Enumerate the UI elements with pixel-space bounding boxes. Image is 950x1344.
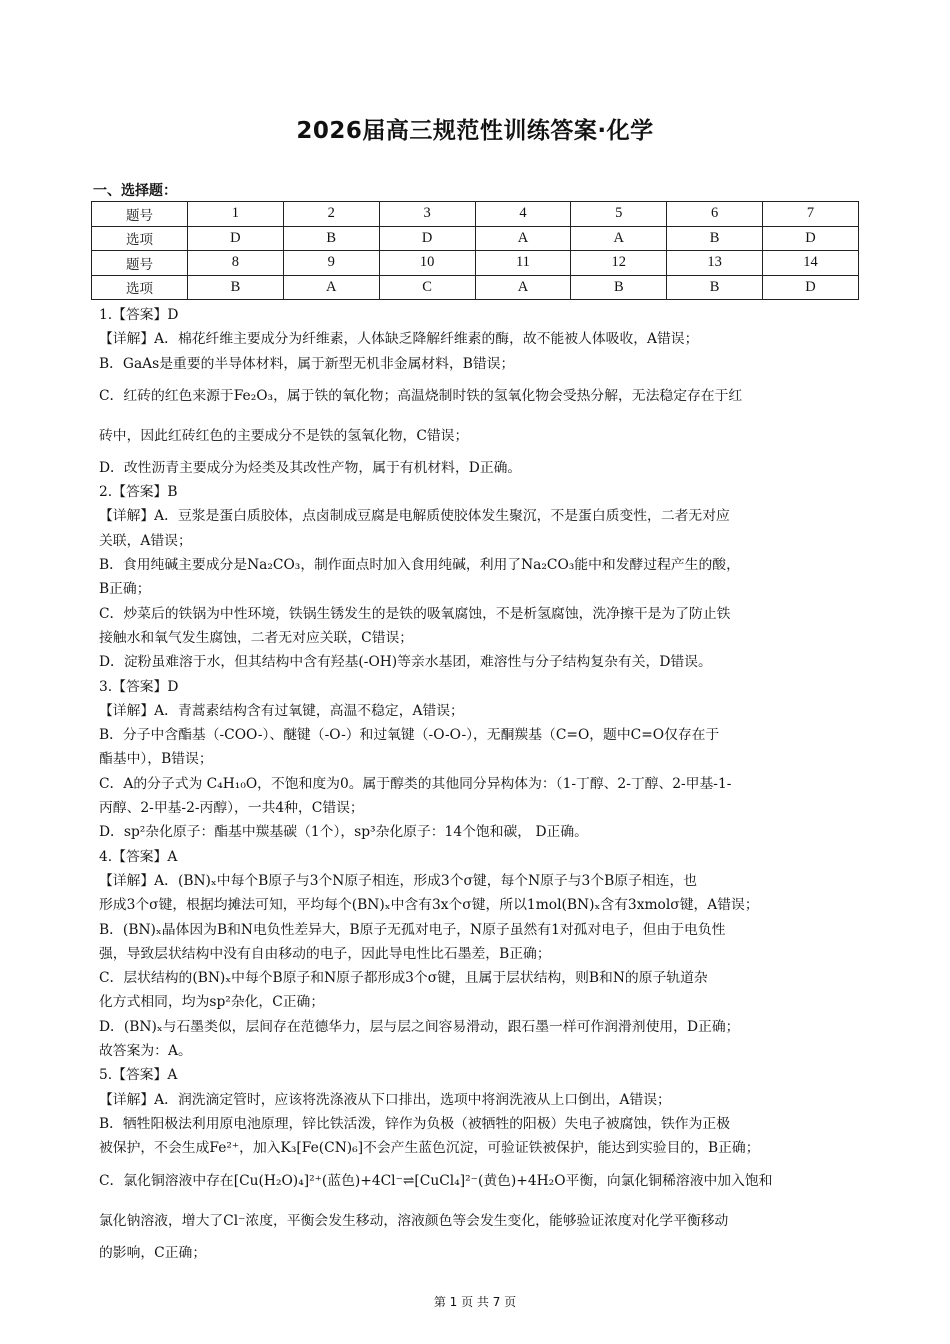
table-cell: D: [379, 226, 475, 251]
table-row: [92, 226, 859, 251]
text-line: B．分子中含酯基（-COO-）、醚键（-O-）和过氧键（-O-O-），无酮羰基（C=O，题中C=O仅存在于: [99, 727, 720, 744]
table-cell: B: [571, 275, 667, 300]
text-line: 【详解】A．(BN)ₓ中每个B原子与3个N原子相连，形成3个σ键，每个N原子与3个B原子相连，也: [99, 872, 698, 889]
table-row: [92, 251, 859, 276]
table-cell: 9: [283, 251, 379, 276]
table-cell: 4: [475, 202, 571, 227]
text-line: 【详解】A．润洗滴定管时，应该将洗涤液从下口排出，选项中将润洗液从上口倒出，A错误；: [99, 1091, 671, 1108]
text-line: C．红砖的红色来源于Fe₂O₃，属于铁的氧化物；高温烧制时铁的氢氧化物会受热分解，无法稳定存在于红: [99, 387, 743, 404]
text-line: 故答案为：A。: [99, 1043, 192, 1060]
table-cell: 2: [283, 202, 379, 227]
table-cell: A: [283, 275, 379, 300]
text-line: 4.【答案】A: [99, 848, 178, 865]
table-cell: B: [667, 226, 763, 251]
text-line: 丙醇、2-甲基-2-丙醇），一共4种，C错误；: [99, 800, 364, 817]
row-label: 选项: [92, 275, 188, 300]
text-line: 砖中，因此红砖红色的主要成分不是铁的氢氧化物，C错误；: [99, 427, 469, 444]
text-line: 3.【答案】D: [99, 678, 179, 695]
table-cell: 10: [379, 251, 475, 276]
table-cell: 13: [667, 251, 763, 276]
table-cell: 12: [571, 251, 667, 276]
table-cell: 14: [763, 251, 859, 276]
table-cell: C: [379, 275, 475, 300]
text-line: D．(BN)ₓ与石墨类似，层间存在范德华力，层与层之间容易滑动，跟石墨一样可作润滑剂使用，D正确；: [99, 1018, 740, 1035]
table-cell: B: [188, 275, 284, 300]
table-cell: 7: [763, 202, 859, 227]
text-line: B．GaAs是重要的半导体材料，属于新型无机非金属材料，B错误；: [99, 355, 515, 372]
table-cell: 8: [188, 251, 284, 276]
table-cell: 3: [379, 202, 475, 227]
text-line: 强，导致层状结构中没有自由移动的电子，因此导电性比石墨差，B正确；: [99, 945, 551, 962]
section-heading: 一、选择题：: [93, 183, 177, 199]
table-row: [92, 202, 859, 227]
text-line: B．牺牲阳极法利用原电池原理，锌比铁活泼，锌作为负极（被牺牲的阳极）失电子被腐蚀，铁作为正极: [99, 1115, 730, 1132]
table-cell: A: [571, 226, 667, 251]
row-label: 选项: [92, 226, 188, 251]
text-line: 【详解】A．青蒿素结构含有过氧键，高温不稳定，A错误；: [99, 702, 464, 719]
text-line: B．(BN)ₓ晶体因为B和N电负性差异大，B原子无孤对电子，N原子虽然有1对孤对电子，但由于电负性: [99, 921, 726, 938]
text-line: 1.【答案】D: [99, 307, 179, 323]
text-line: 接触水和氧气发生腐蚀，二者无对应关联，C错误；: [99, 629, 414, 646]
table-row: [92, 275, 859, 300]
text-line: C．A的分子式为 C₄H₁₀O，不饱和度为0。属于醇类的其他同分异构体为：（1-丁醇、2-丁醇、2-甲基-1-: [99, 775, 732, 792]
table-cell: A: [475, 226, 571, 251]
table-cell: 5: [571, 202, 667, 227]
answer-table: [91, 201, 859, 300]
text-line: 形成3个σ键，根据均摊法可知，平均每个(BN)ₓ中含有3x个σ键，所以1mol(BN)ₓ含有3xmolσ键，A错误；: [99, 897, 759, 914]
text-line: 关联，A错误；: [99, 532, 192, 549]
page-footer: 第 1 页 共 7 页: [433, 1295, 517, 1309]
table-cell: D: [763, 275, 859, 300]
text-line: D．sp²杂化原子：酯基中羰基碳（1个），sp³杂化原子：14个饱和碳， D正确。: [99, 824, 588, 841]
text-line: 2.【答案】B: [99, 484, 178, 501]
text-line: C．炒菜后的铁锅为中性环境，铁锅生锈发生的是铁的吸氧腐蚀，不是析氢腐蚀，洗净擦干是为了防止铁: [99, 605, 731, 622]
text-line: B．食用纯碱主要成分是Na₂CO₃，制作面点时加入食用纯碱，利用了Na₂CO₃能中和发酵过程产生的酸，: [99, 557, 740, 574]
table-cell: D: [763, 226, 859, 251]
text-line: D．淀粉虽难溶于水，但其结构中含有羟基(-OH)等亲水基团，难溶性与分子结构复杂有关，D错误。: [99, 654, 712, 671]
table-cell: 11: [475, 251, 571, 276]
page-title: 2026届高三规范性训练答案·化学: [296, 118, 654, 144]
text-line: 【详解】A．豆浆是蛋白质胶体，点卤制成豆腐是电解质使胶体发生聚沉，不是蛋白质变性，二者无对应: [99, 508, 730, 525]
text-line: 5.【答案】A: [99, 1067, 178, 1084]
row-label: 题号: [92, 202, 188, 227]
text-line: D．改性沥青主要成分为烃类及其改性产物，属于有机材料，D正确。: [99, 459, 522, 476]
text-line: 氯化钠溶液，增大了Cl⁻浓度，平衡会发生移动，溶液颜色等会发生变化，能够验证浓度对化学平衡移动: [99, 1212, 729, 1229]
table-cell: 6: [667, 202, 763, 227]
text-line: 被保护，不会生成Fe²⁺，加入K₃[Fe(CN)₆]不会产生蓝色沉淀，可验证铁被保护，能达到实验目的，B正确；: [99, 1140, 760, 1157]
table-cell: A: [475, 275, 571, 300]
table-cell: B: [667, 275, 763, 300]
text-line: 酯基中），B错误；: [99, 751, 213, 768]
answer-explanations: [99, 303, 851, 1265]
text-line: C．层状结构的(BN)ₓ中每个B原子和N原子都形成3个σ键，且属于层状结构，则B和N的原子轨道杂: [99, 970, 708, 987]
table-cell: D: [188, 226, 284, 251]
text-line: 化方式相同，均为sp²杂化，C正确；: [99, 994, 325, 1011]
row-label: 题号: [92, 251, 188, 276]
text-line: B正确；: [99, 581, 151, 598]
text-line: 【详解】A．棉花纤维主要成分为纤维素，人体缺乏降解纤维素的酶，故不能被人体吸收，A错误；: [99, 331, 699, 348]
table-cell: B: [283, 226, 379, 251]
table-cell: 1: [188, 202, 284, 227]
text-line: 的影响，C正确；: [99, 1244, 207, 1261]
text-line: C．氯化铜溶液中存在[Cu(H₂O)₄]²⁺(蓝色)+4Cl⁻⇌[CuCl₄]²⁻(黄色)+4H₂O平衡，向氯化铜稀溶液中加入饱和: [99, 1172, 773, 1189]
